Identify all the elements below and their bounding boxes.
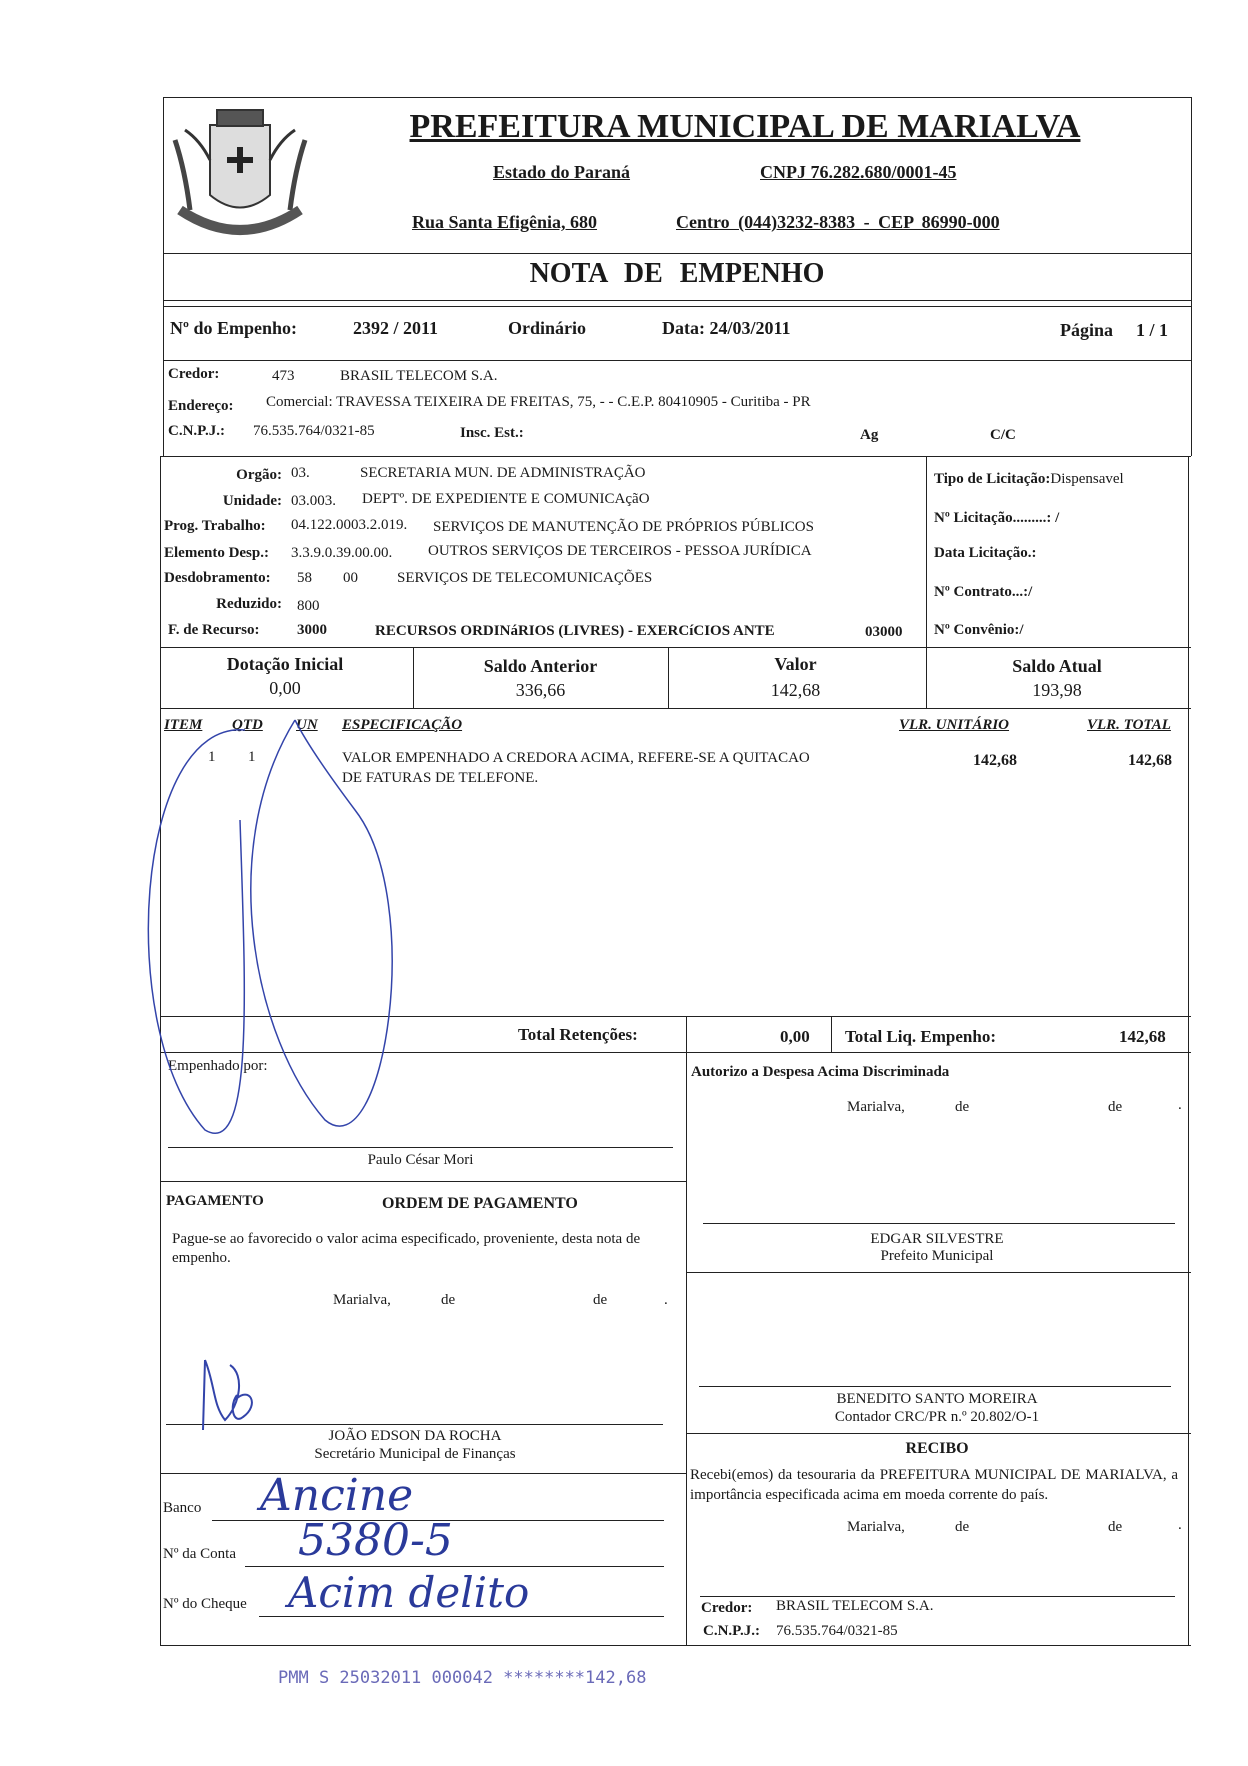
- conta-handwritten: 5380-5: [298, 1515, 453, 1566]
- credor-cnpj-label: C.N.P.J.:: [168, 423, 225, 439]
- col-spec: ESPECIFICAÇÃO: [342, 717, 463, 733]
- dotacao-value: 0,00: [269, 678, 301, 698]
- retencoes-label: Total Retenções:: [518, 1025, 638, 1044]
- empenho-type: Ordinário: [508, 318, 587, 338]
- cheque-handwritten: Acim delito: [288, 1568, 530, 1617]
- contact-label: Centro (044)3232-8383 - CEP 86990-000: [676, 212, 1000, 232]
- prog-code: 04.122.0003.2.019.: [291, 517, 408, 533]
- recurso-code: 3000: [297, 622, 327, 638]
- insc-label: Insc. Est.:: [460, 425, 524, 441]
- address-label: Rua Santa Efigênia, 680: [412, 212, 598, 232]
- page-title: PREFEITURA MUNICIPAL DE MARIALVA: [409, 108, 1081, 145]
- pagamento-place: Marialva,: [333, 1292, 391, 1308]
- recurso-label: F. de Recurso:: [168, 622, 260, 638]
- recibo-cnpj-label: C.N.P.J.:: [703, 1623, 760, 1639]
- empenhado-label: Empenhado por:: [168, 1058, 268, 1074]
- recibo-dot: .: [1178, 1517, 1182, 1533]
- recibo-place: Marialva,: [847, 1519, 905, 1535]
- col-un: UN: [296, 717, 318, 733]
- empenho-label: Nº do Empenho:: [170, 318, 297, 338]
- autorizo-place: Marialva,: [847, 1099, 905, 1115]
- cheque-label: Nº do Cheque: [163, 1596, 247, 1612]
- accountant-role: Contador CRC/PR n.º 20.802/O-1: [834, 1409, 1040, 1425]
- recibo-de2: de: [1108, 1519, 1123, 1535]
- reduzido-label: Reduzido:: [216, 596, 282, 612]
- licitacao-date: Data Licitação.:: [934, 545, 1037, 561]
- convenio-number: Nº Convênio:/: [934, 622, 1024, 638]
- autorizo-de2: de: [1108, 1099, 1123, 1115]
- pagamento-dot: .: [664, 1292, 668, 1308]
- col-total-value: VLR. TOTAL: [1087, 717, 1171, 733]
- page-label: Página: [1060, 320, 1114, 340]
- unidade-desc: DEPTº. DE EXPEDIENTE E COMUNICAçãO: [362, 491, 650, 507]
- credor-cnpj: 76.535.764/0321-85: [253, 423, 375, 439]
- prog-label: Prog. Trabalho:: [164, 518, 266, 534]
- recibo-title: RECIBO: [905, 1440, 969, 1457]
- elemento-code: 3.3.9.0.39.00.00.: [291, 545, 393, 561]
- banco-label: Banco: [163, 1500, 202, 1516]
- autorizo-de1: de: [955, 1099, 970, 1115]
- empenho-number: 2392 / 2011: [353, 318, 439, 338]
- item-unit-value: 142,68: [973, 752, 1017, 769]
- empenhado-signature: [125, 700, 445, 1150]
- pagamento-text: Pague-se ao favorecido o valor acima especificado, proveniente, desta nota de empenho.: [172, 1231, 641, 1266]
- dotacao-label: Dotação Inicial: [226, 654, 344, 674]
- credor-code: 473: [272, 368, 295, 384]
- item-total-value: 142,68: [1128, 752, 1172, 769]
- tipo-licitacao: [934, 471, 1124, 488]
- saldo-anterior-label: Saldo Anterior: [483, 656, 598, 676]
- saldo-atual-value: 193,98: [1032, 680, 1082, 700]
- coat-of-arms-logo: [165, 100, 315, 248]
- credor-address: Comercial: TRAVESSA TEIXEIRA DE FREITAS, 75, - - C.E.P. 80410905 - Curitiba - PR: [266, 394, 811, 410]
- autorizo-label: Autorizo a Despesa Acima Discriminada: [691, 1064, 950, 1080]
- recibo-credor-name: BRASIL TELECOM S.A.: [776, 1598, 934, 1614]
- banco-handwritten: Ancine: [260, 1470, 414, 1521]
- finance-secretary-name: JOÃO EDSON DA ROCHA: [328, 1428, 502, 1444]
- item-spec-line1: VALOR EMPENHADO A CREDORA ACIMA, REFERE-SE A QUITACAO: [342, 750, 810, 766]
- tipo-licitacao-value: Dispensavel: [1050, 471, 1124, 487]
- reduzido-value: 800: [297, 598, 320, 614]
- mayor-name: EDGAR SILVESTRE: [870, 1231, 1004, 1247]
- elemento-label: Elemento Desp.:: [164, 545, 269, 561]
- state-label: Estado do Paraná: [493, 162, 631, 182]
- address-label-credor: Endereço:: [168, 398, 234, 414]
- saldo-atual-label: Saldo Atual: [1012, 656, 1102, 676]
- retencoes-value: 0,00: [780, 1027, 810, 1046]
- ag-label: Ag: [860, 427, 879, 443]
- item-number: 1: [208, 749, 216, 765]
- recibo-text: Recebi(emos) da tesouraria da PREFEITURA MUNICIPAL DE MARIALVA, a importância especificada acima em moeda corrente do país.: [690, 1467, 1178, 1503]
- desdob-code1: 58: [297, 570, 312, 586]
- liq-value: 142,68: [1119, 1027, 1166, 1046]
- elemento-desc: OUTROS SERVIÇOS DE TERCEIROS - PESSOA JURÍDICA: [428, 543, 812, 559]
- item-spec-line2: DE FATURAS DE TELEFONE.: [342, 770, 539, 786]
- col-item: ITEM: [164, 717, 203, 733]
- mayor-role: Prefeito Municipal: [880, 1248, 994, 1264]
- document-title: NOTA DE EMPENHO: [529, 258, 825, 289]
- recibo-de1: de: [955, 1519, 970, 1535]
- pagamento-de1: de: [441, 1292, 456, 1308]
- autorizo-dot: .: [1178, 1097, 1182, 1113]
- finance-secretary-role: Secretário Municipal de Finanças: [314, 1446, 516, 1462]
- credor-label: Credor:: [168, 366, 220, 382]
- valor-label: Valor: [774, 654, 817, 674]
- recibo-credor-label: Credor:: [701, 1600, 753, 1616]
- empenhado-name: Paulo César Mori: [367, 1152, 474, 1168]
- saldo-anterior-value: 336,66: [515, 680, 566, 700]
- col-qtd: QTD: [232, 717, 263, 733]
- unidade-code: 03.003.: [291, 493, 336, 509]
- payment-stamp: PMM S 25032011 000042 ********142,68: [278, 1668, 647, 1688]
- page-number: 1 / 1: [1136, 320, 1169, 340]
- orgao-desc: SECRETARIA MUN. DE ADMINISTRAÇÃO: [360, 465, 646, 481]
- tipo-licitacao-label: Tipo de Licitação:: [934, 471, 1051, 487]
- cc-label: C/C: [990, 427, 1016, 443]
- unidade-label: Unidade:: [222, 493, 282, 509]
- empenho-date: Data: 24/03/2011: [662, 318, 791, 338]
- pagamento-de2: de: [593, 1292, 608, 1308]
- accountant-name: BENEDITO SANTO MOREIRA: [836, 1391, 1038, 1407]
- recurso-desc: RECURSOS ORDINáRIOS (LIVRES) - EXERCíCIOS ANTE: [375, 623, 775, 639]
- ordem-pagamento-title: ORDEM DE PAGAMENTO: [382, 1195, 578, 1212]
- cnpj-label: CNPJ 76.282.680/0001-45: [760, 162, 957, 182]
- desdob-label: Desdobramento:: [164, 570, 271, 586]
- prog-desc: SERVIÇOS DE MANUTENÇÃO DE PRÓPRIOS PÚBLICOS: [433, 519, 814, 535]
- recibo-cnpj: 76.535.764/0321-85: [776, 1623, 898, 1639]
- valor-value: 142,68: [770, 680, 821, 700]
- liq-label: Total Liq. Empenho:: [845, 1027, 996, 1046]
- contrato-number: Nº Contrato...:/: [934, 584, 1033, 600]
- desdob-code2: 00: [343, 570, 358, 586]
- item-qtd: 1: [248, 749, 256, 765]
- desdob-desc: SERVIÇOS DE TELECOMUNICAÇÕES: [397, 570, 653, 586]
- recurso-code2: 03000: [865, 624, 903, 640]
- credor-name: BRASIL TELECOM S.A.: [340, 368, 498, 384]
- pagamento-label: PAGAMENTO: [166, 1193, 264, 1209]
- finance-signature: [185, 1345, 265, 1435]
- licitacao-number: Nº Licitação.........: /: [934, 510, 1060, 526]
- conta-label: Nº da Conta: [163, 1546, 236, 1562]
- col-unit-value: VLR. UNITÁRIO: [899, 717, 1010, 733]
- orgao-code: 03.: [291, 465, 310, 481]
- orgao-label: Orgão:: [236, 467, 282, 483]
